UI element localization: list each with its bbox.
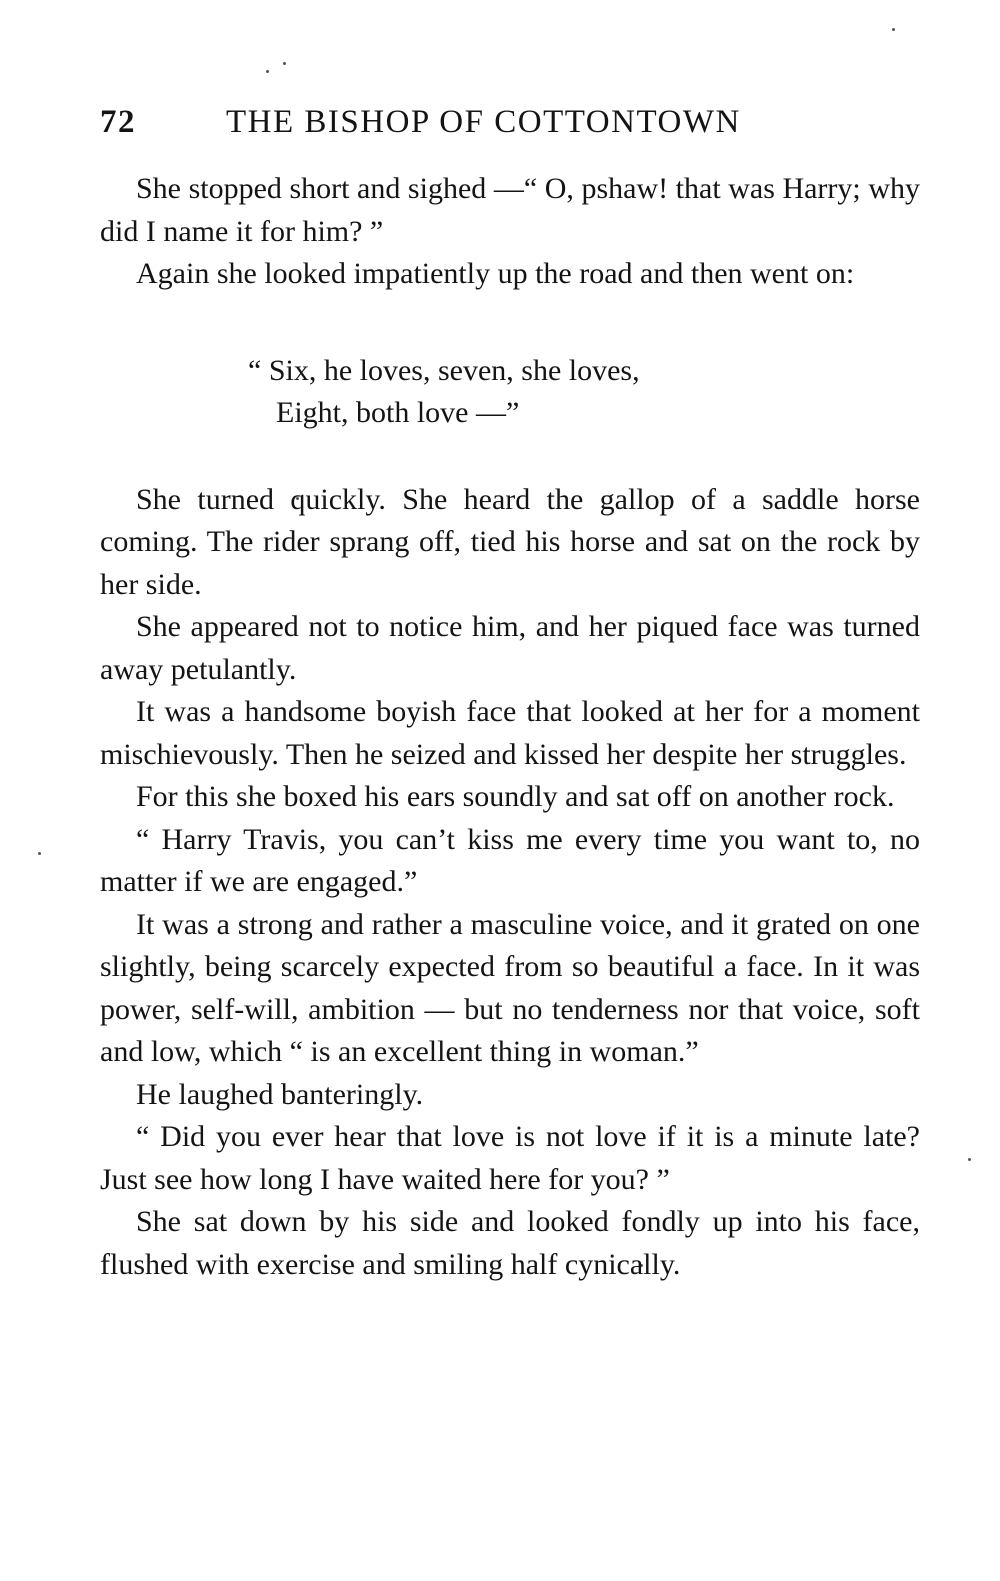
running-title: THE BISHOP OF COTTONTOWN: [226, 104, 741, 140]
paragraph: Again she looked impatiently up the road and then went on:: [136, 257, 855, 290]
scan-speck: [892, 28, 895, 31]
verse-line: “ Six, he loves, seven, she loves,: [248, 353, 640, 387]
scan-speck: [283, 62, 286, 65]
scan-speck: [38, 852, 41, 855]
book-page: [100, 104, 920, 1286]
scan-speck: [266, 70, 269, 73]
paragraph: She sat down by his side and looked fondly up into his face, flushed with exercise and smiling half cynically.: [100, 1205, 920, 1281]
paragraph: She appeared not to notice him, and her piqued face was turned away petulantly.: [100, 610, 920, 686]
verse-line: Eight, both love —”: [276, 396, 520, 429]
paragraph: She stopped short and sighed —“ O, pshaw! that was Harry; why did I name it for him? ”: [100, 172, 920, 248]
paragraph: It was a handsome boyish face that looked at her for a moment mischievously. Then he seized and kissed her despite her struggles.: [100, 695, 920, 771]
scan-speck: [968, 1158, 971, 1161]
paragraph: She turned quickly. She heard the gallop of a saddle horse coming. The rider sprang off, tied his horse and sat on the rock by her side.: [100, 482, 920, 601]
paragraph: He laughed banteringly.: [136, 1077, 424, 1111]
paragraph: “ Did you ever hear that love is not love if it is a minute late? Just see how long I have waited here for you? ”: [100, 1120, 920, 1196]
page-header: [100, 104, 920, 168]
page-number: 72: [100, 104, 136, 140]
paragraph: It was a strong and rather a masculine voice, and it grated on one slightly, being scarcely expected from so beautiful a face. In it was power, self-will, ambition — but no tenderness nor that voice, soft and low, which “ is an excellent thing in woman.”: [100, 907, 920, 1068]
paragraph: For this she boxed his ears soundly and sat off on another rock.: [136, 780, 895, 813]
body-text: [100, 168, 920, 1286]
paragraph: “ Harry Travis, you can’t kiss me every time you want to, no matter if we are engaged.”: [100, 822, 920, 898]
verse-block: [248, 350, 920, 435]
